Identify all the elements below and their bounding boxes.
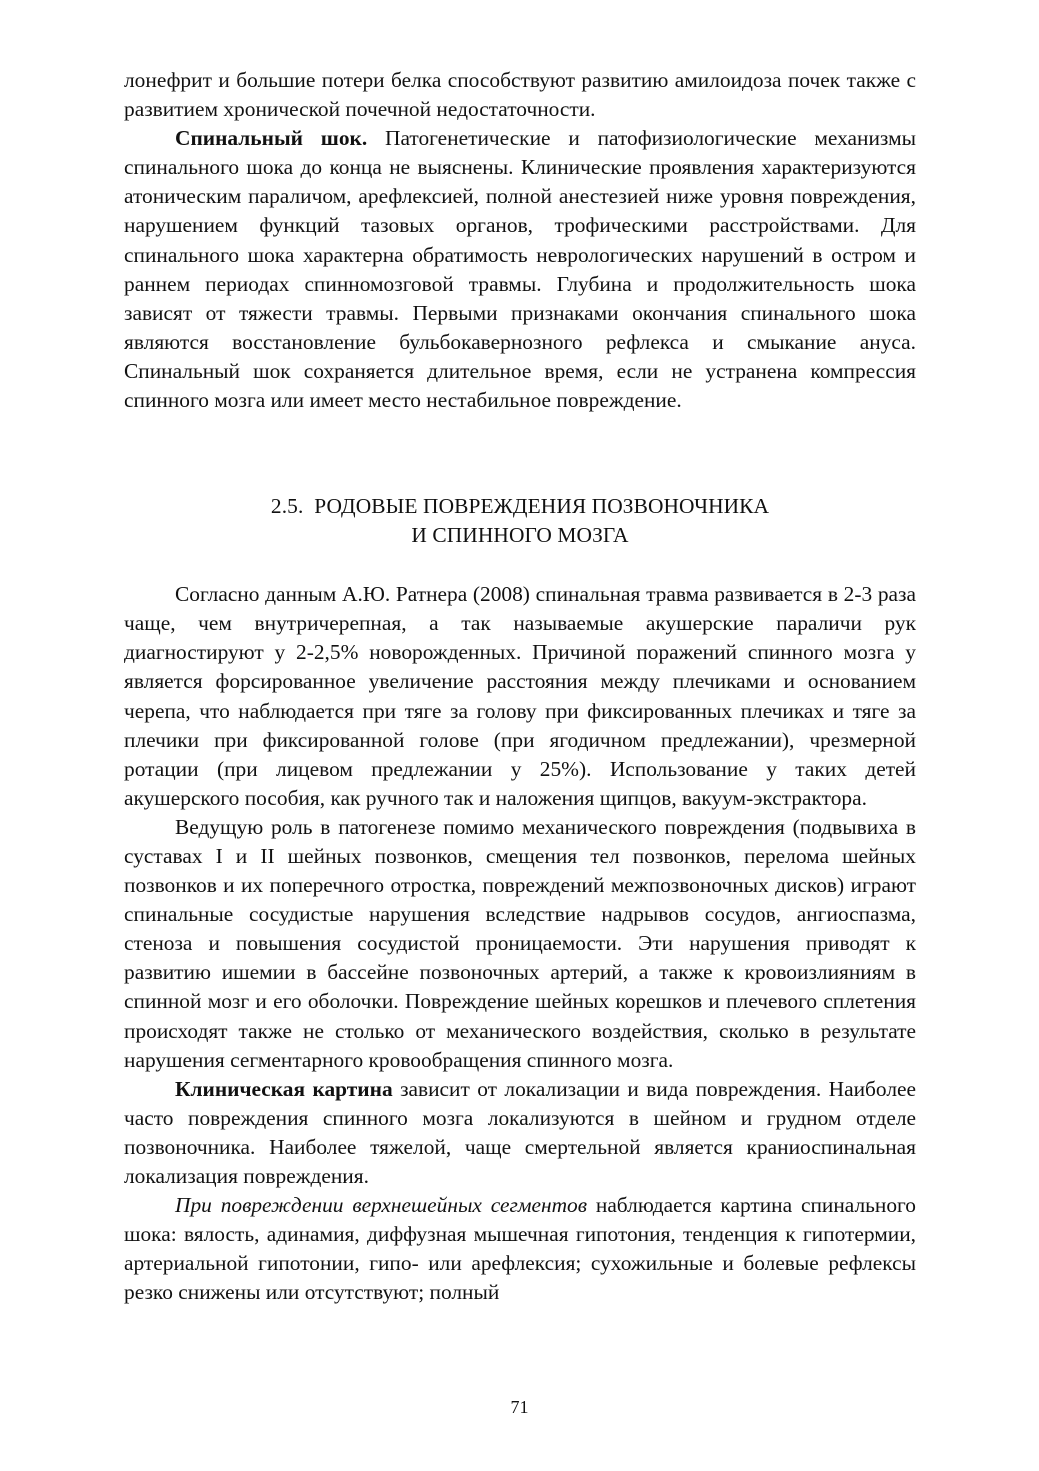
paragraph-upper-cervical (124, 1191, 916, 1307)
heading-spacer (124, 550, 916, 580)
paragraph-3 (124, 580, 916, 813)
section-heading (124, 492, 916, 550)
paragraph-clinical-picture-lead: Клиническая картина (175, 1076, 393, 1101)
paragraph-4 (124, 813, 916, 1075)
paragraph-clinical-picture-text: зависит от локализации и вида повреждения. Наиболее часто повреждения спинного мозга локализуются в шейном и грудном отделе позвоночника. Наиболее тяжелой, чаще смертельной является краниоспинальная локализация повреждения. (124, 1076, 917, 1188)
paragraph-1 (124, 66, 916, 124)
paragraph-spinal-shock-text: Патогенетические и патофизиологические механизмы спинального шока до конца не выяснены. Клинические проявления характеризуются атоническим параличом, арефлексией, полной анестезией ниже уровня повреждения, нарушением функций тазовых органов, трофическими расстройствами. Для спинального шока характерна обратимость неврологических нарушений в остром и раннем периодах спинномозговой травмы. Глубина и продолжительность шока зависят от тяжести травмы. Первыми признаками окончания спинального шока являются восстановление бульбокавернозного рефлекса и смыкание ануса. Спинальный шок сохраняется длительное время, если не устранена компрессия спинного мозга или имеет место нестабильное повреждение. (124, 126, 916, 413)
page-body (124, 66, 916, 1307)
paragraph-upper-cervical-lead: При повреждении верхнешейных сегментов (175, 1193, 588, 1218)
page-number: 71 (510, 1397, 529, 1417)
paragraph-1-text: лонефрит и большие потери белка способствуют развитию амилоидоза почек также с развитием хронической почечной недостаточности. (124, 68, 916, 122)
paragraph-spinal-shock-lead: Спинальный шок. (175, 126, 368, 151)
paragraph-3-text: Согласно данным А.Ю. Ратнера (2008) спинальная травма развивается в 2-3 раза чаще, чем внутричерепная, а так называемые акушерские параличи рук диагностируют у 2-2,5% новорожденных. Причиной поражений спинного мозга у является форсированное увеличение расстояния между плечиками и основанием черепа, что наблюдается при тяге за голову при фиксированных плечиках и тяге за плечики при фиксированной голове (при ягодичном предлежании), чрезмерной ротации (при лицевом предлежании у 25%). Использование у таких детей акушерского пособия, как ручного так и наложения щипцов, вакуум-экстрактора. (124, 582, 916, 810)
paragraph-upper-cervical-text: наблюдается картина спинального шока: вялость, адинамия, диффузная мышечная гипотония, тенденция к гипотермии, артериальной гипотонии, гипо- или арефлексия; сухожильные и болевые рефлексы резко снижены или отсутствуют; полный (124, 1193, 916, 1305)
section-heading-line-2: И СПИННОГО МОЗГА (411, 523, 629, 548)
paragraph-spinal-shock (124, 124, 916, 415)
paragraph-clinical-picture (124, 1075, 916, 1191)
section-heading-line-1: 2.5. РОДОВЫЕ ПОВРЕЖДЕНИЯ ПОЗВОНОЧНИКА (270, 494, 770, 519)
paragraph-4-text: Ведущую роль в патогенезе помимо механического повреждения (подвывиха в суставах I и II шейных позвонков, смещения тел позвонков, перелома шейных позвонков и их поперечного отростка, повреждений межпозвоночных дисков) играют спинальные сосудистые нарушения вследствие надрывов сосудов, ангиоспазма, стеноза и повышения сосудистой проницаемости. Эти нарушения приводят к развитию ишемии в бассейне позвоночных артерий, а также к кровоизлияниям в спинной мозг и его оболочки. Повреждение шейных корешков и плечевого сплетения происходят также не столько от механического воздействия, сколько в результате нарушения сегментарного кровообращения спинного мозга. (124, 814, 916, 1072)
